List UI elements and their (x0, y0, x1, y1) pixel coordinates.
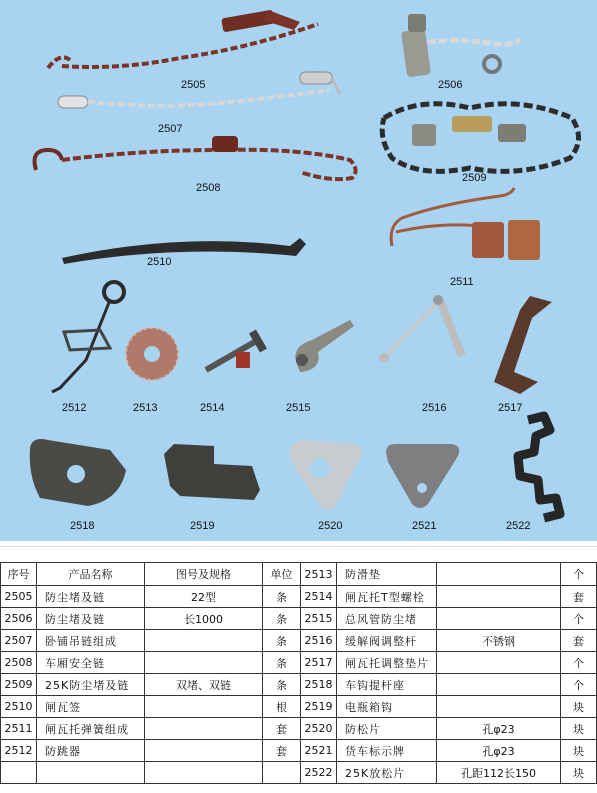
cell-unit: 块 (561, 718, 597, 740)
cell-empty (37, 762, 145, 784)
cell-unit: 个 (561, 674, 597, 696)
table-row (1, 718, 597, 740)
cell-spec (437, 696, 561, 718)
item-2513-pad-image (126, 328, 178, 380)
cell-spec: 22型 (145, 586, 263, 608)
cell-spec: 长1000 (145, 608, 263, 630)
item-2506-chain-image (401, 14, 520, 77)
cell-name: 缓解阀调整杆 (337, 630, 437, 652)
cell-name: 电瓶箱钩 (337, 696, 437, 718)
cell-unit: 套 (263, 740, 301, 762)
table-row (1, 652, 597, 674)
item-2514-bolt-image (206, 329, 267, 370)
item-2517-bracket-image (494, 296, 552, 394)
cell-code: 2519 (301, 696, 337, 718)
cell-name: 闸瓦托T型螺栓 (337, 586, 437, 608)
code-label-2521: 2521 (412, 520, 437, 532)
cell-name: 防滑垫 (337, 563, 437, 586)
code-label-2511: 2511 (450, 276, 474, 288)
cell-name: 防尘堵及链 (37, 586, 145, 608)
cell-unit: 个 (561, 608, 597, 630)
cell-unit: 根 (263, 696, 301, 718)
code-label-2512: 2512 (62, 402, 87, 414)
cell-code: 2516 (301, 630, 337, 652)
cell-spec (437, 586, 561, 608)
cell-unit: 块 (561, 762, 597, 784)
divider (0, 546, 597, 547)
cell-unit: 套 (263, 718, 301, 740)
cell-spec (437, 674, 561, 696)
cell-code: 2515 (301, 608, 337, 630)
code-label-2509: 2509 (462, 172, 487, 184)
code-label-2516: 2516 (422, 402, 447, 414)
cell-name: 货车标示牌 (337, 740, 437, 762)
cell-code: 2507 (1, 630, 37, 652)
cell-name: 总风管防尘堵 (337, 608, 437, 630)
cell-unit: 条 (263, 674, 301, 696)
cell-unit: 套 (561, 630, 597, 652)
cell-code: 2511 (1, 718, 37, 740)
cell-unit: 个 (561, 652, 597, 674)
item-2508-chain-image (35, 136, 356, 179)
cell-name: 防尘堵及链 (37, 608, 145, 630)
cell-spec (437, 652, 561, 674)
table-row (1, 740, 597, 762)
cell-name: 车钩提杆座 (337, 674, 437, 696)
item-2516-rod-image (379, 295, 462, 363)
cell-spec (145, 652, 263, 674)
header-name: 产品名称 (37, 563, 145, 586)
cell-name: 闸瓦签 (37, 696, 145, 718)
code-label-2506: 2506 (438, 79, 463, 91)
cell-empty (263, 762, 301, 784)
cell-code: 2522 (301, 762, 337, 784)
code-label-2510: 2510 (147, 256, 172, 268)
item-2509-chain-image (382, 104, 578, 172)
cell-name: 防松片 (337, 718, 437, 740)
cell-spec: 不锈钢 (437, 630, 561, 652)
cell-code: 2521 (301, 740, 337, 762)
code-label-2508: 2508 (196, 182, 221, 194)
header-spec: 图号及规格 (145, 563, 263, 586)
code-label-2513: 2513 (133, 402, 158, 414)
cell-spec: 孔φ23 (437, 718, 561, 740)
item-2505-chain-image (48, 10, 318, 68)
cell-empty (1, 762, 37, 784)
cell-spec: 孔距112长150 (437, 762, 561, 784)
cell-name: 卧铺吊链组成 (37, 630, 145, 652)
item-2522-plate-image (518, 416, 560, 518)
header-unit: 单位 (263, 563, 301, 586)
item-2511-spring-image (391, 188, 540, 260)
cell-unit: 条 (263, 652, 301, 674)
item-2520-plate-image (290, 440, 362, 510)
code-label-2519: 2519 (190, 520, 215, 532)
cell-spec (145, 630, 263, 652)
cell-code: 2513 (301, 563, 337, 586)
cell-code: 2520 (301, 718, 337, 740)
cell-code: 2518 (301, 674, 337, 696)
cell-code: 2505 (1, 586, 37, 608)
code-label-2518: 2518 (70, 520, 95, 532)
table-row (1, 586, 597, 608)
table-row (1, 608, 597, 630)
cell-spec (145, 740, 263, 762)
item-2515-plug-image (295, 320, 354, 372)
table-row (1, 674, 597, 696)
table-row (1, 563, 597, 586)
cell-name: 25K放松片 (337, 762, 437, 784)
cell-name: 25K防尘堵及链 (37, 674, 145, 696)
cell-spec: 孔φ23 (437, 740, 561, 762)
header-code: 序号 (1, 563, 37, 586)
cell-code: 2509 (1, 674, 37, 696)
table-row (1, 762, 597, 784)
table-row (1, 630, 597, 652)
table-row (1, 696, 597, 718)
item-2512-device-image (52, 282, 124, 392)
cell-unit: 套 (561, 586, 597, 608)
cell-spec (437, 608, 561, 630)
cell-spec (145, 696, 263, 718)
cell-code: 2510 (1, 696, 37, 718)
cell-name: 闸瓦托弹簧组成 (37, 718, 145, 740)
item-2519-hook-image (164, 444, 260, 500)
code-label-2522: 2522 (506, 520, 531, 532)
cell-spec: 双堵、双链 (145, 674, 263, 696)
cell-name: 车厢安全链 (37, 652, 145, 674)
cell-unit: 条 (263, 630, 301, 652)
code-label-2515: 2515 (286, 402, 311, 414)
item-2521-plate-image (386, 444, 459, 508)
cell-code: 2517 (301, 652, 337, 674)
cell-name: 闸瓦托调整垫片 (337, 652, 437, 674)
cell-spec (437, 563, 561, 586)
cell-unit: 个 (561, 563, 597, 586)
cell-empty (145, 762, 263, 784)
cell-unit: 块 (561, 740, 597, 762)
cell-unit: 条 (263, 586, 301, 608)
code-label-2520: 2520 (318, 520, 343, 532)
code-label-2507: 2507 (158, 123, 183, 135)
code-label-2505: 2505 (181, 79, 206, 91)
cell-code: 2512 (1, 740, 37, 762)
cell-unit: 条 (263, 608, 301, 630)
cell-unit: 块 (561, 696, 597, 718)
item-2518-seat-image (30, 439, 126, 506)
cell-name: 防跳器 (37, 740, 145, 762)
code-label-2517: 2517 (498, 402, 523, 414)
parts-table (0, 562, 597, 784)
item-2510-bar-image (62, 238, 306, 264)
cell-code: 2514 (301, 586, 337, 608)
cell-code: 2506 (1, 608, 37, 630)
cell-code: 2508 (1, 652, 37, 674)
cell-spec (145, 718, 263, 740)
code-label-2514: 2514 (200, 402, 225, 414)
